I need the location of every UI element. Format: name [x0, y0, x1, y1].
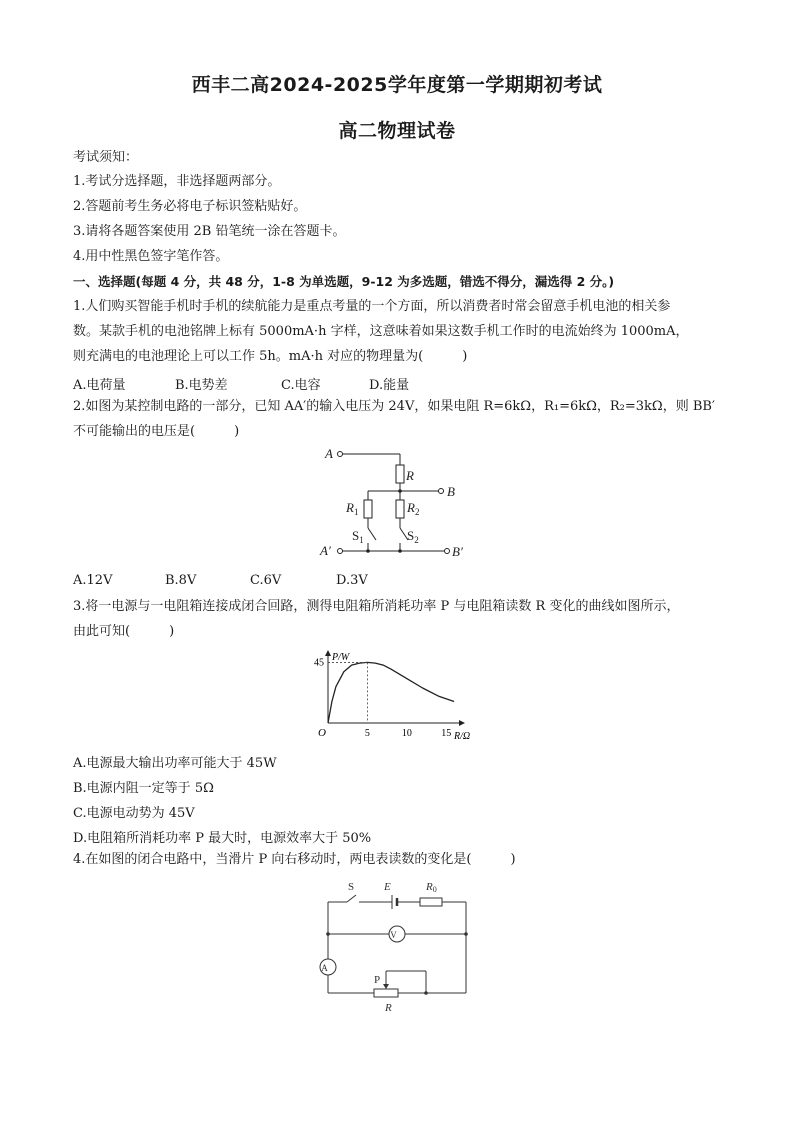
- notice-heading: 考试须知：: [73, 150, 139, 165]
- label-r1: $R_1$: [346, 500, 359, 517]
- q1-stem-line: 数。某款手机的电池铭牌上标有 5000mA·h 字样，这意味着如果这数手机工作时的电流始终为 1000mA，: [73, 324, 689, 339]
- rheostat: [374, 989, 398, 997]
- q3-power-resistance-chart: [300, 645, 490, 745]
- q2-circuit-diagram: [300, 440, 500, 570]
- q4-circuit-diagram: [310, 870, 480, 1015]
- label-r2: $R_2$: [407, 500, 420, 517]
- x-axis-label: R/Ω: [454, 731, 471, 742]
- resistor-r2: [396, 500, 404, 518]
- resistor-r1: [364, 500, 372, 518]
- notice-item: 3.请将各题答案使用 2B 铅笔统一涂在答题卡。: [73, 224, 346, 239]
- switch-s1: [368, 528, 376, 540]
- q3-stem-line: 3.将一电源与一电阻箱连接成闭合回路，测得电阻箱所消耗功率 P 与电阻箱读数 R 变化的曲线如图所示，: [73, 599, 680, 614]
- ammeter-label: A: [321, 963, 328, 973]
- q3-option-b: B.电源内阻一定等于 5Ω: [73, 781, 214, 796]
- label-e: E: [384, 881, 391, 893]
- label-p: P: [374, 974, 381, 986]
- q2-option-b: B.8V: [165, 573, 197, 588]
- label-r: R: [406, 468, 414, 483]
- q2-option-c: C.6V: [250, 573, 282, 588]
- q1-option-c: C.电容: [281, 378, 321, 393]
- label-b-prime: B′: [452, 544, 463, 559]
- q3-option-c: C.电源电动势为 45V: [73, 806, 195, 821]
- q3-option-d: D.电阻箱所消耗功率 P 最大时，电源效率大于 50%: [73, 831, 372, 846]
- x-tick-label: 5: [364, 728, 370, 739]
- notice-item: 2.答题前考生务必将电子标识签粘贴好。: [73, 199, 307, 214]
- x-tick-label: 10: [401, 728, 412, 739]
- q2-option-a: A.12V: [73, 573, 113, 588]
- notice-item: 1.考试分选择题，非选择题两部分。: [73, 174, 281, 189]
- q3-option-a: A.电源最大输出功率可能大于 45W: [73, 756, 277, 771]
- label-b: B: [447, 484, 455, 499]
- resistor-r0: [420, 898, 442, 906]
- section-heading: 一、选择题(每题 4 分，共 48 分，1-8 为单选题，9-12 为多选题，错选不得分，漏选得 2 分。): [73, 274, 615, 289]
- q2-option-d: D.3V: [336, 573, 368, 588]
- q3-stem-line: 由此可知( ): [73, 624, 175, 639]
- label-r: R: [385, 1002, 392, 1014]
- y-axis-label: P/W: [332, 652, 350, 663]
- q1-stem-line: 则充满电的电池理论上可以工作 5h。mA·h 对应的物理量为( ): [73, 349, 468, 364]
- label-s: S: [348, 881, 355, 893]
- resistor-r: [396, 465, 404, 483]
- exam-subtitle: 高二物理试卷: [338, 120, 456, 142]
- label-r0: R0: [426, 881, 437, 894]
- label-a-prime: A′: [320, 543, 331, 558]
- voltmeter-label: V: [390, 930, 397, 940]
- q1-stem-line: 1.人们购买智能手机时手机的续航能力是重点考量的一个方面，所以消费者时常会留意手机电池的相关参: [73, 299, 671, 314]
- q4-stem-line: 4.在如图的闭合电路中，当滑片 P 向右移动时，两电表读数的变化是( ): [73, 852, 516, 867]
- label-a: A: [325, 446, 333, 461]
- q1-option-b: B.电势差: [175, 378, 228, 393]
- exam-title: 西丰二高2024-2025学年度第一学期期初考试: [191, 74, 603, 96]
- q1-option-a: A.电荷量: [73, 378, 126, 393]
- q2-stem-line: 不可能输出的电压是( ): [73, 424, 240, 439]
- y-tick-label: 45: [314, 657, 324, 669]
- q2-stem-line: 2.如图为某控制电路的一部分，已知 AA′的输入电压为 24V，如果电阻 R=6kΩ，R₁=6kΩ，R₂=3kΩ，则 BB′: [73, 399, 715, 414]
- label-s2: $S_2$: [407, 528, 419, 545]
- notice-item: 4.用中性黑色签字笔作答。: [73, 249, 229, 264]
- switch-s: [347, 895, 356, 902]
- power-curve: [328, 662, 454, 723]
- label-s1: $S_1$: [352, 528, 364, 545]
- x-tick-label: 15: [441, 728, 452, 739]
- q1-option-d: D.能量: [369, 378, 410, 393]
- origin-label: O: [318, 727, 326, 739]
- slider-p-arrow: [383, 984, 389, 989]
